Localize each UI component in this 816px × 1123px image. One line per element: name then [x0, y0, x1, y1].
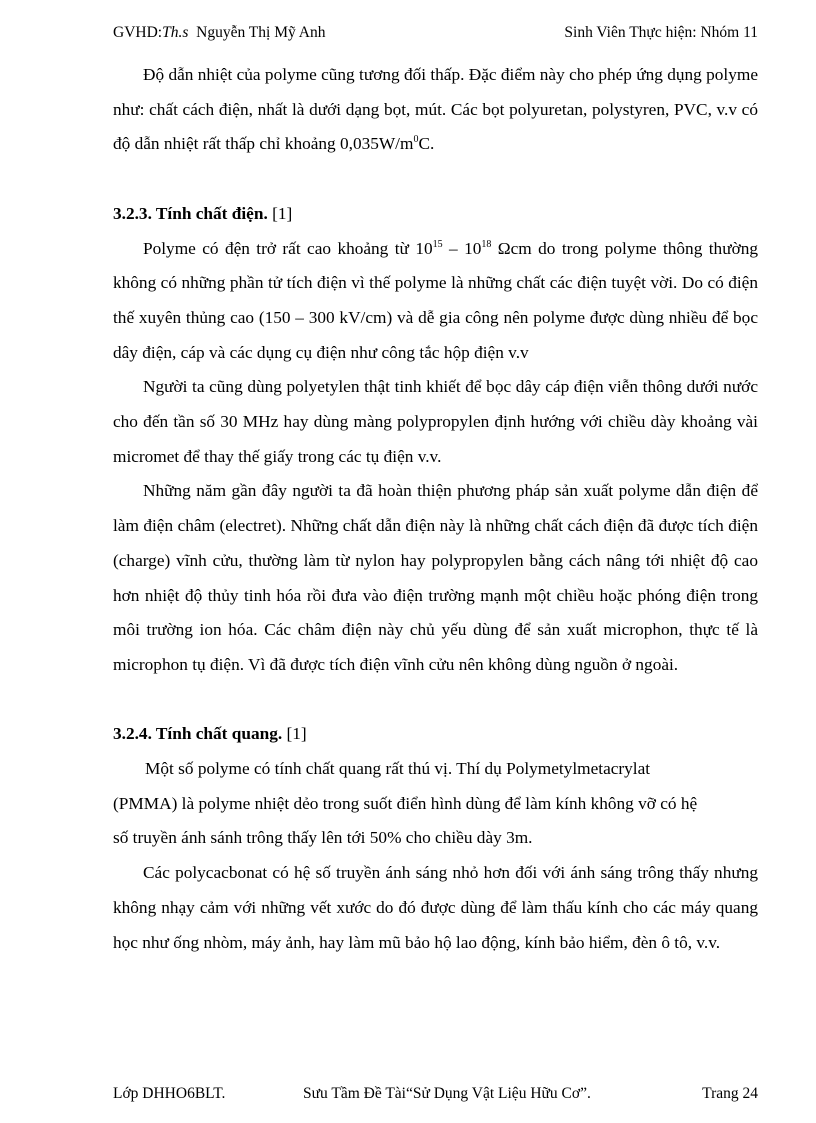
- document-body: [113, 58, 758, 960]
- footer-topic: Sưu Tầm Đề Tài“Sử Dụng Vật Liệu Hữu Cơ”.: [303, 1085, 591, 1102]
- section-heading-3-2-4: 3.2.4. Tính chất quang. [1]: [113, 724, 307, 744]
- paragraph-pmma-line1: Một số polyme có tính chất quang rất thú vị. Thí dụ Polymetylmetacrylat: [145, 759, 651, 779]
- footer-class: Lớp DHHO6BLT.: [113, 1085, 226, 1102]
- section-heading-3-2-3: 3.2.3. Tính chất điện. [1]: [113, 203, 293, 223]
- page-number: Trang 24: [702, 1085, 758, 1102]
- header-students: Sinh Viên Thực hiện: Nhóm 11: [564, 24, 758, 41]
- paragraph-polyethylene: Người ta cũng dùng polyetylen thật tinh khiết để bọc dây cáp điện viễn thông dưới nước cho đến tần số 30 MHz hay dùng màng polypropylen định hướng với chiều dày khoảng vài micromet để thay thế giấy trong các tụ điện v.v.: [113, 377, 758, 466]
- page-header: [113, 24, 758, 42]
- paragraph-thermal-conductivity: Độ dẫn nhiệt của polyme cũng tương đối thấp. Đặc điểm này cho phép ứng dụng polyme như: chất cách điện, nhất là dưới dạng bọt, mút. Các bọt polyuretan, polystyren, PVC, v.v có độ dẫn nhiệt rất thấp chỉ khoảng $0,035W/m^0C$.: [113, 65, 758, 154]
- paragraph-electret: Những năm gần đây người ta đã hoàn thiện phương pháp sản xuất polyme dẫn điện để làm điện châm (electret). Những chất dẫn điện này là những chất cách điện đã được tích điện (charge) vĩnh cửu, thường làm từ nylon hay polypropylen bằng cách nâng tới nhiệt độ cao hơn nhiệt độ thủy tinh hóa rồi đưa vào điện trường mạnh một chiều hoặc phóng điện trong môi trường ion hóa. Các châm điện này chủ yếu dùng để sản xuất microphon, thực tế là microphon tụ điện. Vì đã được tích điện vĩnh cửu nên không dùng nguồn ở ngoài.: [113, 481, 758, 674]
- paragraph-polycarbonate: Các polycacbonat có hệ số truyền ánh sáng nhỏ hơn đối với ánh sáng trông thấy nhưng không nhạy cảm với những vết xước do đó được dùng để làm thấu kính cho các máy quang học như ống nhòm, máy ảnh, hay làm mũ bảo hộ lao động, kính bảo hiểm, đèn ô tô, v.v.: [113, 863, 758, 952]
- header-instructor: GVHD:Th.s Nguyễn Thị Mỹ Anh: [113, 24, 326, 41]
- page-footer: [113, 1085, 758, 1103]
- paragraph-resistance: Polyme có đện trở rất cao khoảng từ $10^{15} - 10^{18}$ Ωcm do trong polyme thông thường không có những phần tử tích điện vì thế polyme là những chất các điện tuyệt vời. Do có điện thế xuyên thủng cao (150 – 300 kV/cm) và dễ gia công nên polyme được dùng nhiều để bọc dây điện, cáp và các dụng cụ điện như công tắc hộp điện v.v: [113, 238, 758, 362]
- paragraph-pmma-line2: (PMMA) là polyme nhiệt dẻo trong suốt điển hình dùng để làm kính không vỡ có hệ: [113, 793, 698, 813]
- paragraph-pmma-line3: số truyền ánh sánh trông thấy lên tới 50% cho chiều dày 3m.: [113, 828, 533, 848]
